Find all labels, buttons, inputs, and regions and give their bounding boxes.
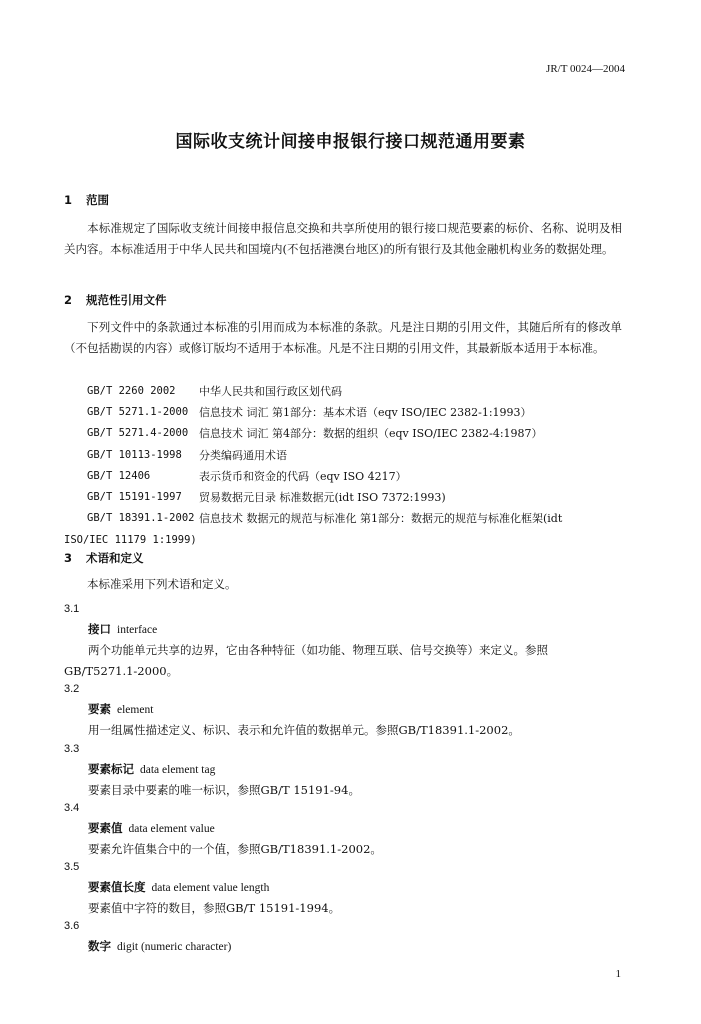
section-number: 1 bbox=[64, 193, 73, 207]
term-number: 3.1 bbox=[64, 603, 80, 615]
term-name bbox=[64, 818, 624, 839]
term-number: 3.4 bbox=[64, 802, 80, 814]
reference-item bbox=[64, 486, 624, 507]
term-english: data element value length bbox=[151, 882, 270, 894]
section-title: 规范性引用文件 bbox=[86, 293, 167, 307]
page-title: 国际收支统计间接申报银行接口规范通用要素 bbox=[175, 132, 526, 152]
reference-title: 贸易数据元目录 标准数据元(idt ISO 7372:1993) bbox=[199, 491, 446, 505]
term-name bbox=[64, 619, 624, 640]
section-number: 2 bbox=[64, 293, 73, 307]
reference-title: 信息技术 数据元的规范与标准化 第1部分：数据元的规范与标准化框架(idt bbox=[199, 512, 563, 526]
standard-code: JR/T 0024—2004 bbox=[546, 63, 625, 75]
term-number: 3.2 bbox=[64, 683, 80, 695]
term-definition: 要素目录中要素的唯一标识，参照GB/T 15191-94。 bbox=[88, 783, 360, 797]
reference-item bbox=[64, 508, 624, 529]
reference-list bbox=[64, 380, 624, 550]
term-chinese: 要素标记 bbox=[88, 762, 134, 776]
section-title: 范围 bbox=[86, 193, 109, 207]
term-chinese: 要素值长度 bbox=[88, 880, 146, 894]
section-number: 3 bbox=[64, 551, 73, 565]
reference-title: 表示货币和资金的代码（eqv ISO 4217） bbox=[199, 469, 407, 483]
references-text: 下列文件中的条款通过本标准的引用而成为本标准的条款。凡是注日期的引用文件，其随后所有的修改单（不包括勘误的内容）或修订版均不适用于本标准。凡是不注日期的引用文件，其最新版本适用于本标准。 bbox=[64, 320, 622, 355]
term-number: 3.5 bbox=[64, 861, 80, 873]
reference-item bbox=[64, 444, 624, 465]
term-name bbox=[64, 877, 624, 898]
term-chinese: 要素值 bbox=[88, 821, 123, 835]
reference-code: GB/T 2260 2002 bbox=[87, 384, 176, 397]
term-name bbox=[64, 699, 624, 720]
reference-code: GB/T 15191-1997 bbox=[87, 491, 182, 504]
term-definition: 用一组属性描述定义、标识、表示和允许值的数据单元。参照GB/T18391.1-2002。 bbox=[88, 723, 520, 737]
term-number: 3.6 bbox=[64, 920, 80, 932]
references-paragraph bbox=[64, 317, 622, 359]
term-definition: 要素值中字符的数目，参照GB/T 15191-1994。 bbox=[88, 901, 341, 915]
reference-item bbox=[64, 465, 624, 486]
reference-item bbox=[64, 423, 624, 444]
reference-title: 信息技术 词汇 第1部分：基本术语（eqv ISO/IEC 2382-1:1993） bbox=[199, 405, 532, 419]
term-entry bbox=[64, 600, 624, 682]
reference-item bbox=[64, 401, 624, 422]
term-english: interface bbox=[117, 624, 158, 636]
term-english: data element tag bbox=[140, 764, 216, 776]
reference-item bbox=[64, 380, 624, 401]
term-name bbox=[64, 936, 624, 957]
term-number: 3.3 bbox=[64, 743, 80, 755]
terms-intro bbox=[64, 574, 622, 595]
term-name bbox=[64, 759, 624, 780]
term-english: digit (numeric character) bbox=[117, 941, 232, 953]
term-chinese: 数字 bbox=[88, 939, 111, 953]
term-chinese: 接口 bbox=[88, 622, 111, 636]
section-heading-normative-references bbox=[64, 292, 167, 308]
section-heading-scope bbox=[64, 192, 109, 208]
term-entry bbox=[64, 740, 624, 801]
term-definition: 两个功能单元共享的边界，它由各种特征（如功能、物理互联、信号交换等）来定义。参照 bbox=[88, 643, 548, 657]
term-definition: 要素允许值集合中的一个值，参照GB/T18391.1-2002。 bbox=[88, 842, 382, 856]
reference-code: GB/T 18391.1-2002 bbox=[87, 512, 195, 525]
reference-title: 信息技术 词汇 第4部分：数据的组织（eqv ISO/IEC 2382-4:1987） bbox=[199, 427, 543, 441]
term-english: data element value bbox=[128, 823, 215, 835]
scope-text: 本标准规定了国际收支统计间接申报信息交换和共享所使用的银行接口规范要素的标价、名称、说明及相关内容。本标准适用于中华人民共和国境内(不包括港澳台地区)的所有银行及其他金融机构业务的数据处理。 bbox=[64, 221, 622, 256]
reference-code: GB/T 12406 bbox=[87, 469, 151, 482]
section-heading-terms bbox=[64, 550, 144, 566]
term-entry bbox=[64, 799, 624, 860]
page-number: 1 bbox=[615, 968, 621, 980]
scope-paragraph bbox=[64, 218, 622, 260]
reference-code: GB/T 5271.1-2000 bbox=[87, 405, 189, 418]
term-definition-continued: GB/T5271.1-2000。 bbox=[64, 664, 179, 678]
reference-code: GB/T 5271.4-2000 bbox=[87, 427, 189, 440]
reference-title: 中华人民共和国行政区划代码 bbox=[199, 384, 342, 398]
term-entry bbox=[64, 680, 624, 741]
section-title: 术语和定义 bbox=[86, 551, 144, 565]
reference-title: 分类编码通用术语 bbox=[199, 448, 287, 462]
reference-continuation: ISO/IEC 11179 1:1999) bbox=[64, 533, 197, 546]
term-english: element bbox=[117, 704, 154, 716]
term-entry bbox=[64, 858, 624, 919]
reference-code: GB/T 10113-1998 bbox=[87, 448, 182, 461]
term-chinese: 要素 bbox=[88, 702, 111, 716]
terms-intro-text: 本标准采用下列术语和定义。 bbox=[87, 577, 237, 591]
term-entry bbox=[64, 917, 624, 957]
